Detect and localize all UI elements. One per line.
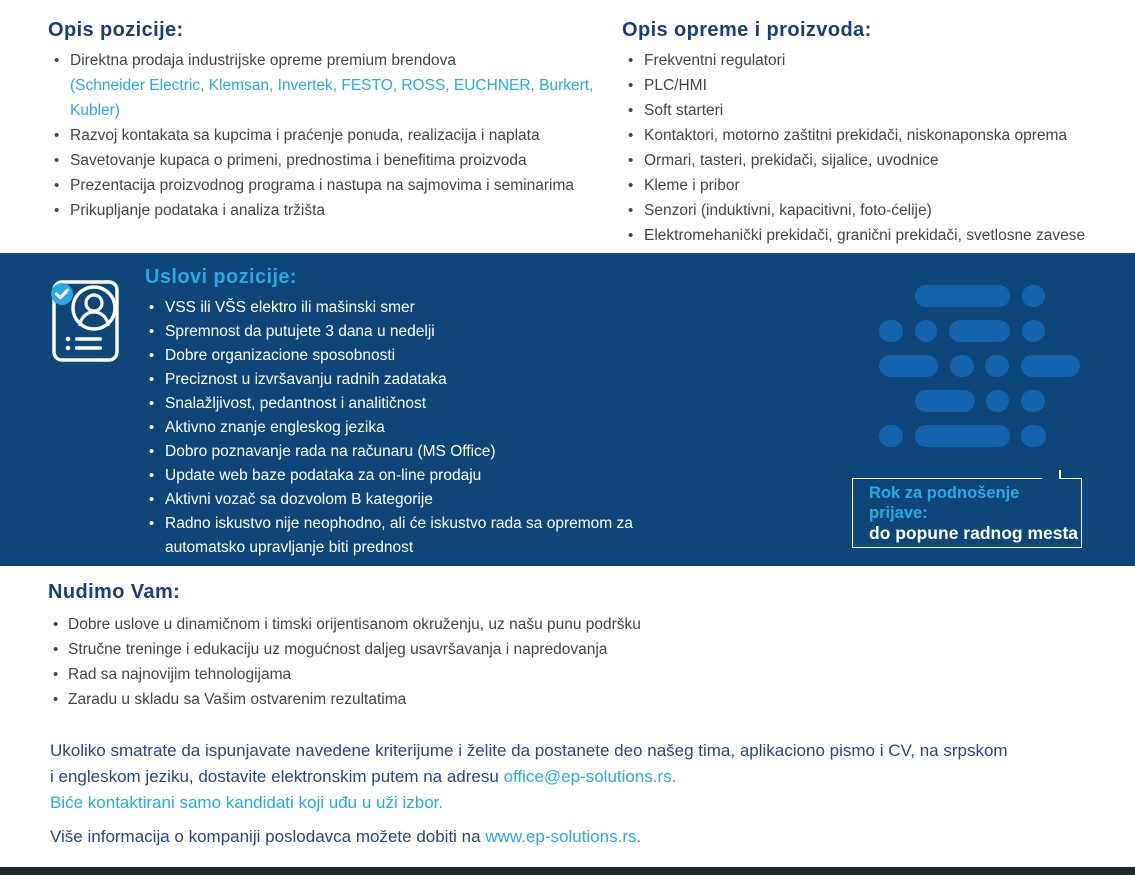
equipment-description-column [622,17,1127,248]
list-item: • Kontaktori, motorno zaštitni prekidači, niskonaponska oprema [622,123,1127,148]
conditions-section [0,253,1135,566]
company-info-line [50,824,1110,850]
list-item: • Stručne treninge i edukaciju uz mogućnost daljeg usavršavanja i napredovanja [48,637,1088,662]
application-line2-text: i engleskom jeziku, dostavite elektronskim putem na adresu [50,767,504,786]
pattern-dot [915,320,937,342]
list-item: • Update web baze podataka za on-line prodaju [145,464,633,488]
pattern-dot [879,320,903,342]
application-paragraph [50,738,1110,816]
conditions-heading: Uslovi pozicije: [145,266,297,288]
list-item: • Elektromehanički prekidači, granični prekidači, svetlosne zavese [622,223,1127,248]
position-description-column [48,17,613,223]
list-item: • Zaradu u skladu sa Vašim ostvarenim rezultatima [48,687,1088,712]
deadline-value: do popune radnog mesta [869,522,1079,543]
list-item: • Dobre organizacione sposobnosti [145,344,633,368]
pattern-dot [1021,425,1046,447]
list-item: • Prezentacija proizvodnog programa i nastupa na sajmovima i seminarima [48,173,613,198]
list-item: • Frekventni regulatori [622,48,1127,73]
list-item: • Preciznost u izvršavanju radnih zadataka [145,368,633,392]
list-item [48,48,613,123]
equipment-list [622,48,1127,248]
list-item: • PLC/HMI [622,73,1127,98]
pattern-row [878,320,1088,342]
position-list [48,48,613,223]
application-line1: Ukoliko smatrate da ispunjavate navedene kriterijume i želite da postanete deo našeg tima, aplikaciono pismo i CV, na srpskom [50,741,1008,760]
deadline-box-tick [1059,470,1061,479]
pattern-row [878,355,1088,377]
company-info-text: Više informacija o kompaniji poslodavca možete dobiti na [50,827,486,846]
list-item: • Prikupljanje podataka i analiza tržišta [48,198,613,223]
position-item-text: Direktna prodaja industrijske opreme premium brendova [70,52,456,69]
conditions-block [145,264,645,560]
offer-heading: Nudimo Vam: [48,581,181,603]
pattern-dot [950,355,974,377]
application-note: Biće kontaktirani samo kandidati koji uđu u uži izbor. [50,793,444,812]
list-item: • Savetovanje kupaca o primeni, prednostima i benefitima proizvoda [48,148,613,173]
pattern-pill [879,355,938,377]
list-item: • Soft starteri [622,98,1127,123]
pattern-pill [1021,355,1080,377]
deadline-box [852,478,1082,548]
pattern-row [878,425,1088,447]
pattern-dot [1022,320,1045,342]
list-item: • Aktivni vozač sa dozvolom B kategorije [145,488,633,512]
pattern-dot [986,390,1009,412]
list-item: • Spremnost da putujete 3 dana u nedelji [145,320,633,344]
pattern-pill [915,425,1010,447]
list-item: • Rad sa najnovijim tehnologijama [48,662,1088,687]
list-item: • Snalažljivost, pedantnost i analitičnost [145,392,633,416]
list-item: • VSS ili VŠS elektro ili mašinski smer [145,296,633,320]
list-item: • Aktivno znanje engleskog jezika [145,416,633,440]
pattern-pill [915,285,1010,307]
application-line2 [50,764,1110,790]
pattern-pill [949,320,1010,342]
list-item: • Razvoj kontakata sa kupcima i praćenje ponuda, realizacija i naplata [48,123,613,148]
pattern-row [878,285,1088,307]
conditions-list [145,296,633,560]
decorative-dots-pattern [878,285,1088,460]
offer-list [48,612,1088,712]
pattern-dot [879,425,903,447]
top-section [0,0,1135,253]
equipment-heading: Opis opreme i proizvoda: [622,19,872,41]
list-item: • Senzori (induktivni, kapacitivni, foto-ćelije) [622,198,1127,223]
position-heading: Opis pozicije: [48,19,184,41]
offer-section [0,566,1135,867]
email-link[interactable]: office@ep-solutions.rs. [503,767,677,786]
footer-bar [0,867,1135,875]
offer-block [48,579,1088,712]
deadline-label: Rok za podnošenje prijave: [869,483,1020,522]
list-item: • Kleme i pribor [622,173,1127,198]
pattern-row [878,390,1088,412]
list-item: • Radno iskustvo nije neophodno, ali će iskustvo rada sa opremom za automatsko upravljanje biti prednost [145,512,633,560]
pattern-dot [985,355,1009,377]
deadline-box-border-gap [1042,477,1059,480]
list-item: • Dobro poznavanje rada na računaru (MS Office) [145,440,633,464]
brands-line: (Schneider Electric, Klemsan, Invertek, FESTO, ROSS, EUCHNER, Burkert, Kubler) [70,77,594,119]
list-item: • Ormari, tasteri, prekidači, sijalice, uvodnice [622,148,1127,173]
pattern-pill [915,390,975,412]
pattern-dot [1022,285,1045,307]
pattern-dot [1021,390,1045,412]
website-link[interactable]: www.ep-solutions.rs. [485,827,642,846]
cv-checkmark-icon [50,277,120,363]
list-item: • Dobre uslove u dinamičnom i timski orijentisanom okruženju, uz našu punu podršku [48,612,1088,637]
